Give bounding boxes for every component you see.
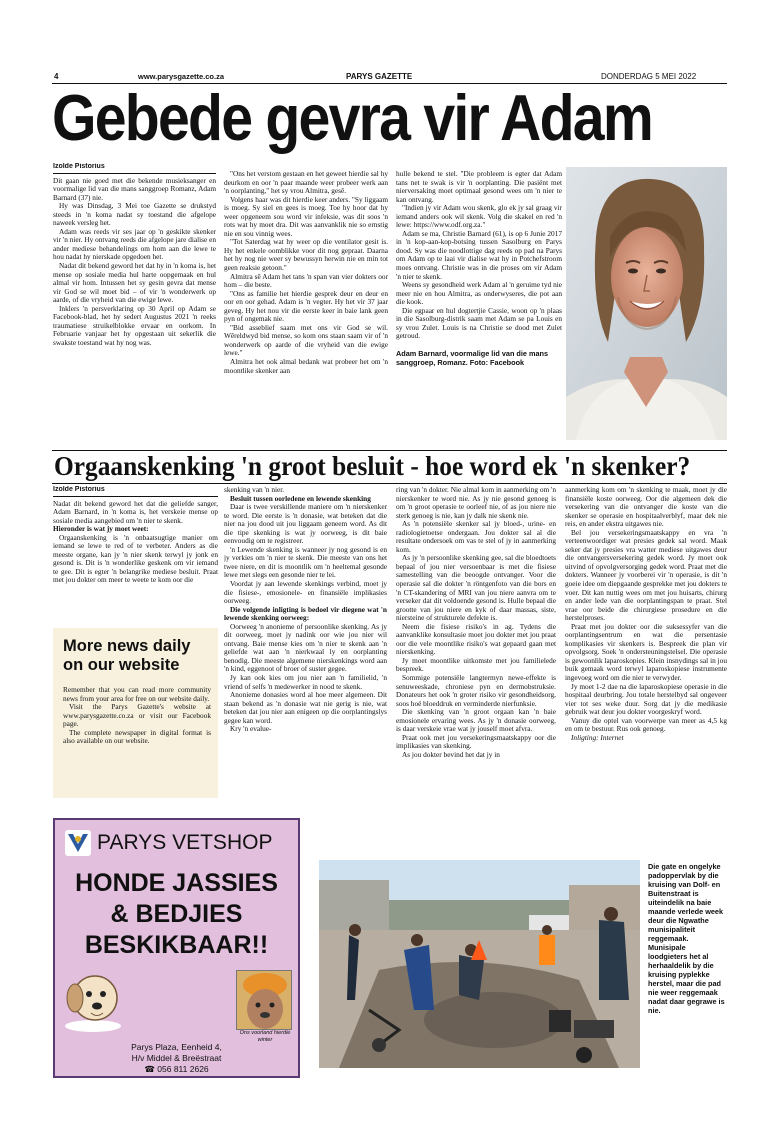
vetshop-brand: PARYS VETSHOP — [97, 831, 273, 854]
article2-paragraph: skenking van 'n nier. — [224, 486, 285, 494]
article2-paragraph: As jy 'n persoonlike skenking gee, sal die bloedtoets bepaal of jou nier versoenbaar is met die fisiese samestelling van die beoogde ontvanger. Voor die operasie sal die dokter 'n röntgenfoto van die bors en 'n CT-skandering of MRI van jou niere aanvra om te verseker dat dit voldoende gesond is. Hulle bepaal die grootte van jou niere en kyk of daar massas, siste, niersteine of strukturele defekte is. — [396, 553, 556, 623]
article2-subheading: Besluit tussen oorledene en lewende skenking — [230, 493, 371, 503]
vetshop-headline — [55, 868, 298, 961]
article2-col3 — [396, 486, 556, 830]
article2-subheading: Hieronder is wat jy moet weet: — [53, 524, 149, 534]
article2-paragraph: Jy kan ook kies om jou nier aan 'n familielid, 'n vriend of selfs 'n medewerker in nood te skenk. — [224, 673, 387, 691]
article2-paragraph: Daar is twee verskillende maniere om 'n nierskenker te word. Die eerste is 'n donasie, wat beteken dat die nier na jou dood uit jou liggaam geneem word. As dit die tipe skenking is wat jy oorweeg, is dit baie eenvoudig om te registreer. — [224, 502, 387, 546]
article2-paragraph: Sommige potensiële langtermyn newe-effekte is senuweeskade, chroniese pyn en dermobstruksie. Donateurs het ook 'n groter risiko vir gesondheidsorg, soos hoë bloeddruk en verminderde nierfunksie. — [396, 673, 556, 708]
article2-paragraph: Orgaanskenking is 'n onbaatsugtige manier om iemand se lewe te red of te verbeter. Anders as die meeste organe, kan jy 'n nier skenk terwyl jy jonk en gesond is. Dit is 'n wonderlike geskenk om vir iemand te gee. Dit is egter 'n belangrike mediese besluit. Praat met jou dokter om meer te weete te kom oor die — [53, 532, 218, 585]
article1-paragraph: Hy was Dinsdag, 3 Mei toe Gazette se drukstyd steeds in 'n koma nadat sy toestand die afgelope naweek versleg het. — [53, 201, 216, 228]
article2-paragraph: Anonieme donasies word al hoe meer algemeen. Dit staan bekend as 'n donasie wat nie gerig is nie, wat beteken dat jou nier aan enigeen op die oorplantingslys gegee kan word. — [224, 690, 387, 725]
article2-paragraph: aanmerking kom om 'n skenking te maak, moet jy die finansiële koste oorweeg. Oor die algemeen dek die versekering van die ontvanger die koste van die skenker se operasie en hospitaalverblyf, maar dek nie reis, en ander ekstra uitgawes nie. — [565, 486, 727, 529]
article2-paragraph: Neem die fisiese risiko's in ag. Tydens die aanvanklike konsultasie moet jou dokter met jou praat oor die vele moontlike risiko's wat gepaard gaan met nierskenking. — [396, 621, 556, 657]
headline-line: HONDE JASSIES — [75, 869, 278, 897]
article1-paragraph: "Ons het verstom gestaan en het geweet hierdie sal hy deurkom en oor 'n paar maande weer probeer werk aan 'n oorplanting," het sy vrou Almitra, gesê. — [224, 170, 388, 196]
headline-organ-donation: Orgaanskenking 'n groot besluit - hoe word ek 'n skenker? — [54, 451, 691, 481]
article2-paragraph: Praat ook met jou versekeringsmaatskappy oor die implikasies van skenking. — [396, 732, 556, 751]
dog-photo — [236, 970, 292, 1030]
article1-paragraph: Adam was reeds vir ses jaar op 'n geskikte skenker vir 'n nier. Hy ontvang reeds die afgelope jare dialise en ander mediese behandelings om hom aan die lewe te hou nadat hy nierskade opgedoen het. — [53, 226, 216, 262]
article2-paragraph: 'n Lewende skenking is wanneer jy nog gesond is en jy verkies om 'n nier te skenk. Die meeste van ons het twee niere, en dit is moontlik om 'n heeltemal gesonde lewe met slegs een gesonde nier te lei. — [224, 544, 387, 580]
promo-box[interactable] — [53, 628, 218, 798]
article2-paragraph: Praat met jou dokter oor die suksessyfer van die oorplantingsentrum en wat die persentasie komplikasies vir skenkers is. Bespreek die plan vir opvolgsorg. Soek 'n ondersteuningstelsel. Die operasie is gewoonlik laparoskopies. Klein insnydings sal in jou buik gemaak word terwyl laparoskopiese instrumente ingevoeg word om die nier te verwyder. — [565, 621, 727, 683]
article2-paragraph: Jy moet 1-2 dae na die laparoskopiese operasie in die hospitaal deurbring. Jou totale herstelbyd sal ongeveer vier tot ses weke duur. Sorg dat jy die medikasie gebruik wat deur jou dokter voorgeskryf word. — [565, 681, 727, 717]
article1-paragraph: "Indien jy vir Adam wou skenk, glo ek jy sal graag vir iemand anders ook wil skenk. Volg die skakel en red 'n lewe: https://www.odf.org.za." — [396, 203, 562, 230]
article2-paragraph: Nadat dit bekend geword het dat die geliefde sanger, Adam Barnard, in 'n koma is, het verskeie mense op sosiale media aangebied om 'n nier te skenk. — [53, 498, 218, 525]
vetshop-ad[interactable] — [53, 818, 300, 1078]
article1-paragraph: Almitra sê Adam het tans 'n span van vier dokters oor hom – die beste. — [224, 271, 388, 290]
vetshop-logo-icon — [65, 830, 91, 856]
issue-date: DONDERDAG 5 MEI 2022 — [601, 72, 697, 81]
article1-paragraph: Weens sy gesondheid werk Adam al 'n geruime tyd nie meer nie en hou Almitra, as onderwyseres, die pot aan die kook. — [396, 280, 562, 307]
article1-paragraph: Almitra het ook almal bedank wat probeer het om 'n moontlike skenker aan — [224, 357, 388, 375]
headline-adam: Gebede gevra vir Adam — [52, 81, 652, 154]
article2-paragraph: Vanuy die optel van voorwerpe van meer as 4,5 kg en om te bestuur. Rus ook genoeg. — [565, 715, 727, 734]
article1-paragraph: Dit gaan nie goed met die bekende musieksanger en voormalige lid van die mans sanggroep Romanz, Adam Barnard (37) nie. — [53, 175, 216, 202]
article1-paragraph: "Bid asseblief saam met ons vir God se wil. Wêreldwyd bid mense, so kom ons staan saam vir of 'n wonderwerk op aarde of die vryheid van die ewige lewe." — [224, 322, 388, 358]
headline-line: BESKIKBAAR!! — [84, 931, 269, 959]
article2-paragraph: Voordat jy aan lewende skenkings verbind, moet jy die fisiese-, emosionele- en finansiële implikasies oorweeg. — [224, 579, 387, 606]
byline: Izolde Pistorius — [53, 163, 216, 174]
article2-col2 — [224, 486, 387, 830]
promo-title: More news daily on our website — [63, 637, 191, 674]
article2-paragraph: Die skenking van 'n groot orgaan kan 'n baie emosionele ervaring wees. As jy 'n donasie oorweeg, is daar verskeie vrae wat jy jouself moet afvra. — [396, 707, 556, 734]
article1-paragraph: "Tot Saterdag wat hy weer op die ventilator gesit is. Hy het enkele oomblikke voor dit nog gepraat. Daarna het hy nog nie weer sy bewussyn herwin nie en min tot geen reaksie getoon." — [224, 237, 388, 273]
article2-paragraph: Kry 'n evalue- — [230, 724, 272, 734]
promo-paragraph: The complete newspaper in digital format is also available on our website. — [63, 727, 211, 746]
article2-paragraph: As jou dokter bevind het dat jy in — [402, 749, 500, 759]
article1-paragraph: Volgens haar was dit hierdie keer anders. "Sy liggaam is moeg. Sy siel en gees is moeg. Toe hy hoor dat hy weer opgeneem sou word vir infeksie, was dit soos 'n rots wat hy moet dra. Dit was aanvanklik nie so ernstig nie en sou vinnig wees. — [224, 194, 388, 238]
website-url[interactable]: www.parysgazette.co.za — [138, 72, 225, 81]
article1-col2 — [224, 170, 388, 440]
article2-source: Inligting: Internet — [571, 732, 624, 742]
promo-paragraph: Remember that you can read more community news from your area for free on our website daily. — [63, 686, 211, 703]
roadwork-caption: Die gate en ongelyke padoppervlak by die kruising van Dolf- en Buitenstraat is uiteindelik na baie maande verlede week deur die Ngwathe munisipaliteit reggemaak. Munisipale loodgieters het al herhaaldelik by die kruising pyplekke herstel, maar die pad nie weer reggemaak nadat daar gegrawe is nie. — [648, 862, 725, 1015]
address-line: Parys Plaza, Eenheid 4, — [131, 1042, 222, 1052]
article2-subheading: Die volgende inligting is bedoel vir diegene wat 'n lewende skenking oorweeg: — [224, 604, 387, 623]
article1-paragraph: "Ons as familie het hierdie gesprek deur en deur en oor en oor gehad. Adam is 'n vegter. Hy het vir 37 jaar geveg. Hy het nou vir die eerste keer in baie lank geen pyn of ongemak nie. — [224, 288, 388, 324]
address-line: H/v Middel & Breëstraat — [131, 1053, 222, 1063]
article2-paragraph: Jy moet moontlike uitkomste met jou familielede bespreek. — [396, 655, 556, 674]
byline: Izolde Pistorius — [53, 486, 218, 497]
article2-col1 — [53, 486, 218, 626]
promo-body — [63, 686, 211, 746]
cartoon-dog-icon — [61, 968, 125, 1034]
article2-paragraph: Oorweeg 'n anonieme of persoonlike skenking. As jy dit oorweeg, moet jy nadink oor wie jou nier wil ontvang. Baie mense kies om 'n nier te skenk aan 'n geliefde wat aan 'n nierkwaal ly en oorplanting benodig. Die meeste algemene nierskenkings word aan 'n kind, eggenoot of broer of suster gegee. — [224, 621, 387, 674]
page-number: 4 — [54, 72, 59, 81]
section-rule — [52, 483, 727, 484]
photo-caption-adam: Adam Barnard, voormalige lid van die mans sanggroep, Romanz. Foto: Facebook — [396, 348, 549, 367]
vetshop-address — [55, 1042, 298, 1075]
article1-paragraph: Nadat dit bekend geword het dat hy in 'n koma is, het mense op sosiale media hul harte oopgemaak en hul almal vir hom. Intussen het sy gesin gevra dat mense vir God se wil moet bid – of vir 'n wonderwerk op aarde, of die vryheid van die ewige lewe. — [53, 261, 216, 305]
roadwork-photo — [319, 860, 640, 1068]
article1-col3 — [396, 170, 562, 440]
paper-name: PARYS GAZETTE — [346, 72, 413, 81]
article2-paragraph: Bel jou versekeringsmaatskappy en vra 'n verteenwoordiger wat presies gedek sal word. Maak seker dat jy presies vra watter mediese uitgawes deur die ontvangersversekering gedek word. Jy moet ook uitvind of opvolgversorging gedek word. Praat met die dokters. Wanneer jy voorberei vir 'n operasie, is dit 'n goeie idee om diepgaande gesprekke met jou dokters te voer. Dit kan nuttig wees om met jou huisarts, chirurg en ander lede van die oorplantingspan te praat. Stel vrae oor beide die chirurgiese prosedure en die herstelproses. — [565, 527, 727, 623]
article1-paragraph: Die egpaar en hul dogtertjie Cassie, woon op 'n plaas in die Sasolburg-distrik saam met Adam se pa Louis en sy vrou Zulet. Louis is na Christie se dood met Zulet getroud. — [396, 305, 562, 341]
promo-paragraph: Visit the Parys Gazette's website at www.parysgazette.co.za or visit our Facebook page. — [63, 702, 211, 729]
article1-paragraph: Adam se ma, Christie Barnard (61), is op 6 Junie 2017 in 'n kop-aan-kop-botsing tussen Sasolburg en Parys dood. Sy was die noodlottige dag reeds op pad na Parys om Adam op te laai vir dialise wat hy in Potchefstroom moes ontvang. Christie was in die proses om vir Adam 'n nier te skenk. — [396, 228, 562, 281]
vetshop-phone[interactable]: ☎ 056 811 2626 — [144, 1064, 209, 1074]
article2-paragraph: ring van 'n dokter. Nie almal kom in aanmerking om 'n nierskenker te word nie. As jy nie gesond genoeg is om 'n groot operasie te oorleef nie, of as jou niere nie sterk genoeg is nie, kan jy dalk nie skenk nie. — [396, 486, 556, 520]
article1-paragraph: Inklers 'n persverklaring op 30 April op Adam se Facebook-blad, het hy sedert Augustus 2021 'n reeks traumatiese struikelblokke ervaar en oorkom. In Februarie vanjaar het hy opgestaan uit sekerlik die swakste toestand wat hy nog was. — [53, 303, 216, 347]
headline-line: & BEDJIES — [110, 900, 243, 928]
article2-paragraph: As 'n potensiële skenker sal jy bloed-, urine- en radiologietoetse ondergaan. Jou dokter sal al die resultate ondersoek om vas te stel of jy in aanmerking kom. — [396, 519, 556, 554]
dog-photo-caption: Ons voorland hierdie winter — [239, 1030, 291, 1043]
article1-paragraph: hulle bekend te stel. "Die probleem is egter dat Adam tans net te swak is vir 'n oorplanting. Die pasiënt met nierversaking moet optimaal gesond wees om 'n nier te kan ontvang. — [396, 170, 562, 204]
portrait-photo-adam — [566, 167, 727, 440]
article2-col4 — [565, 486, 727, 830]
article1-col1 — [53, 163, 216, 443]
